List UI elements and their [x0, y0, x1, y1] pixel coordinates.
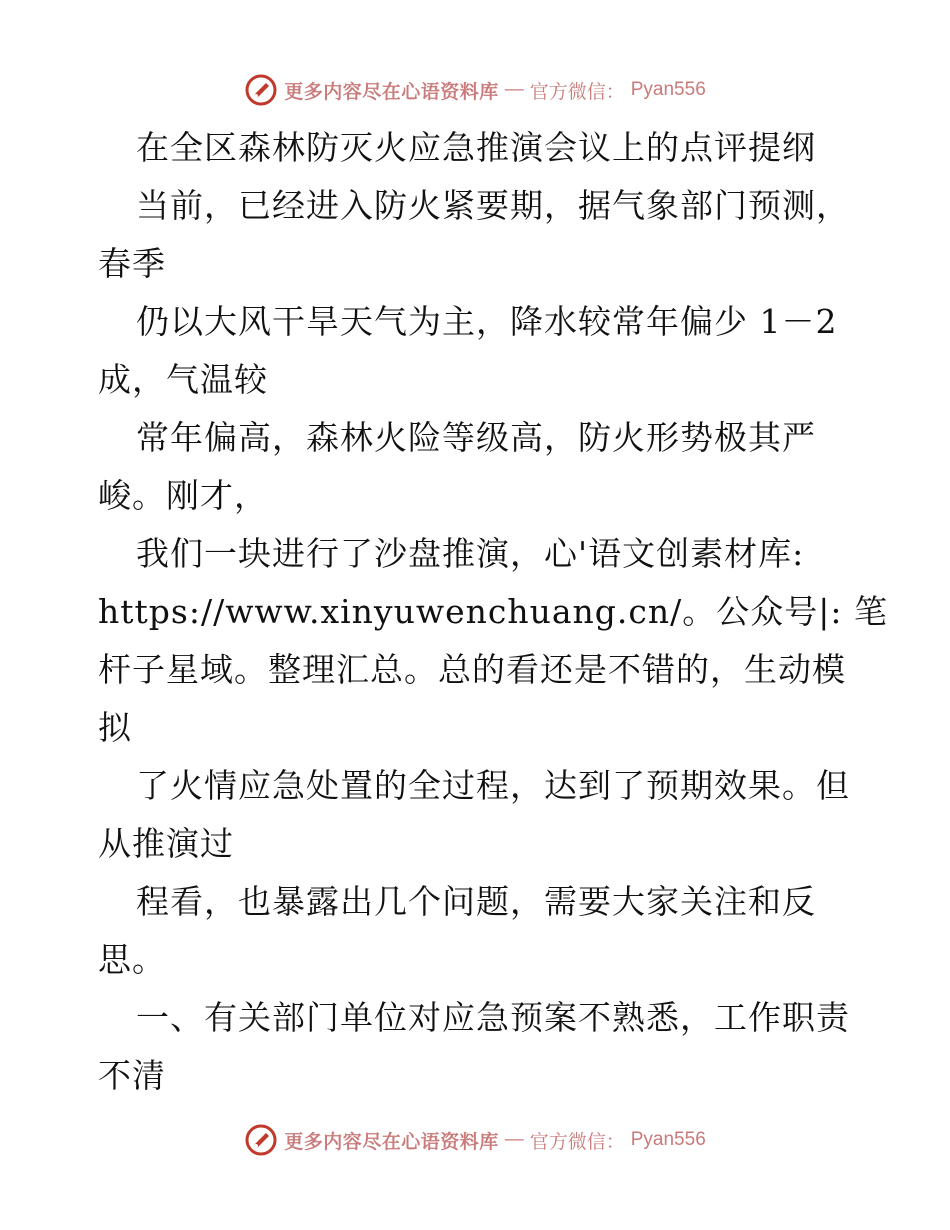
paragraph-line: 了火情应急处置的全过程，达到了预期效果。但	[136, 766, 850, 805]
document-title: 在全区森林防灭火应急推演会议上的点评提纲	[136, 128, 816, 167]
paragraph-line: 成，气温较	[98, 360, 268, 399]
footer-wechat-label: 官方微信：	[529, 1131, 625, 1153]
brand-logo-icon	[244, 1123, 278, 1157]
footer-separator: —	[504, 1129, 524, 1150]
header-wechat-id: Pyan556	[630, 79, 706, 100]
paragraph-line: 春季	[98, 244, 166, 283]
paragraph-line: 常年偏高，森林火险等级高，防火形势极其严	[136, 418, 816, 457]
paragraph-line: 思。	[98, 940, 166, 979]
footer-banner	[0, 1120, 950, 1160]
paragraph-line: 峻。刚才，	[98, 476, 268, 515]
brand-logo-icon	[244, 73, 278, 107]
paragraph-line: https://www.xinyuwenchuang.cn/。公众号|: 笔	[98, 592, 888, 631]
header-brand-text: 更多内容尽在心语资料库	[284, 81, 499, 103]
paragraph-line: 当前，已经进入防火紧要期，据气象部门预测，	[136, 186, 850, 225]
paragraph-line: 从推演过	[98, 824, 234, 863]
footer-wechat-id: Pyan556	[630, 1129, 706, 1150]
section-heading-line: 不清	[98, 1056, 166, 1095]
header-separator: —	[504, 79, 524, 100]
footer-brand-text: 更多内容尽在心语资料库	[284, 1131, 499, 1153]
paragraph-line: 杆子星域。整理汇总。总的看还是不错的，生动模	[98, 650, 846, 689]
paragraph-line: 仍以大风干旱天气为主，降水较常年偏少 1－2	[136, 302, 838, 341]
paragraph-line: 我们一块进行了沙盘推演，心'语文创素材库:	[136, 534, 805, 573]
header-wechat-label: 官方微信：	[529, 81, 625, 103]
section-heading-line: 一、有关部门单位对应急预案不熟悉，工作职责	[136, 998, 850, 1037]
paragraph-line: 拟	[98, 708, 132, 747]
paragraph-line: 程看，也暴露出几个问题，需要大家关注和反	[136, 882, 816, 921]
header-banner	[0, 70, 950, 110]
